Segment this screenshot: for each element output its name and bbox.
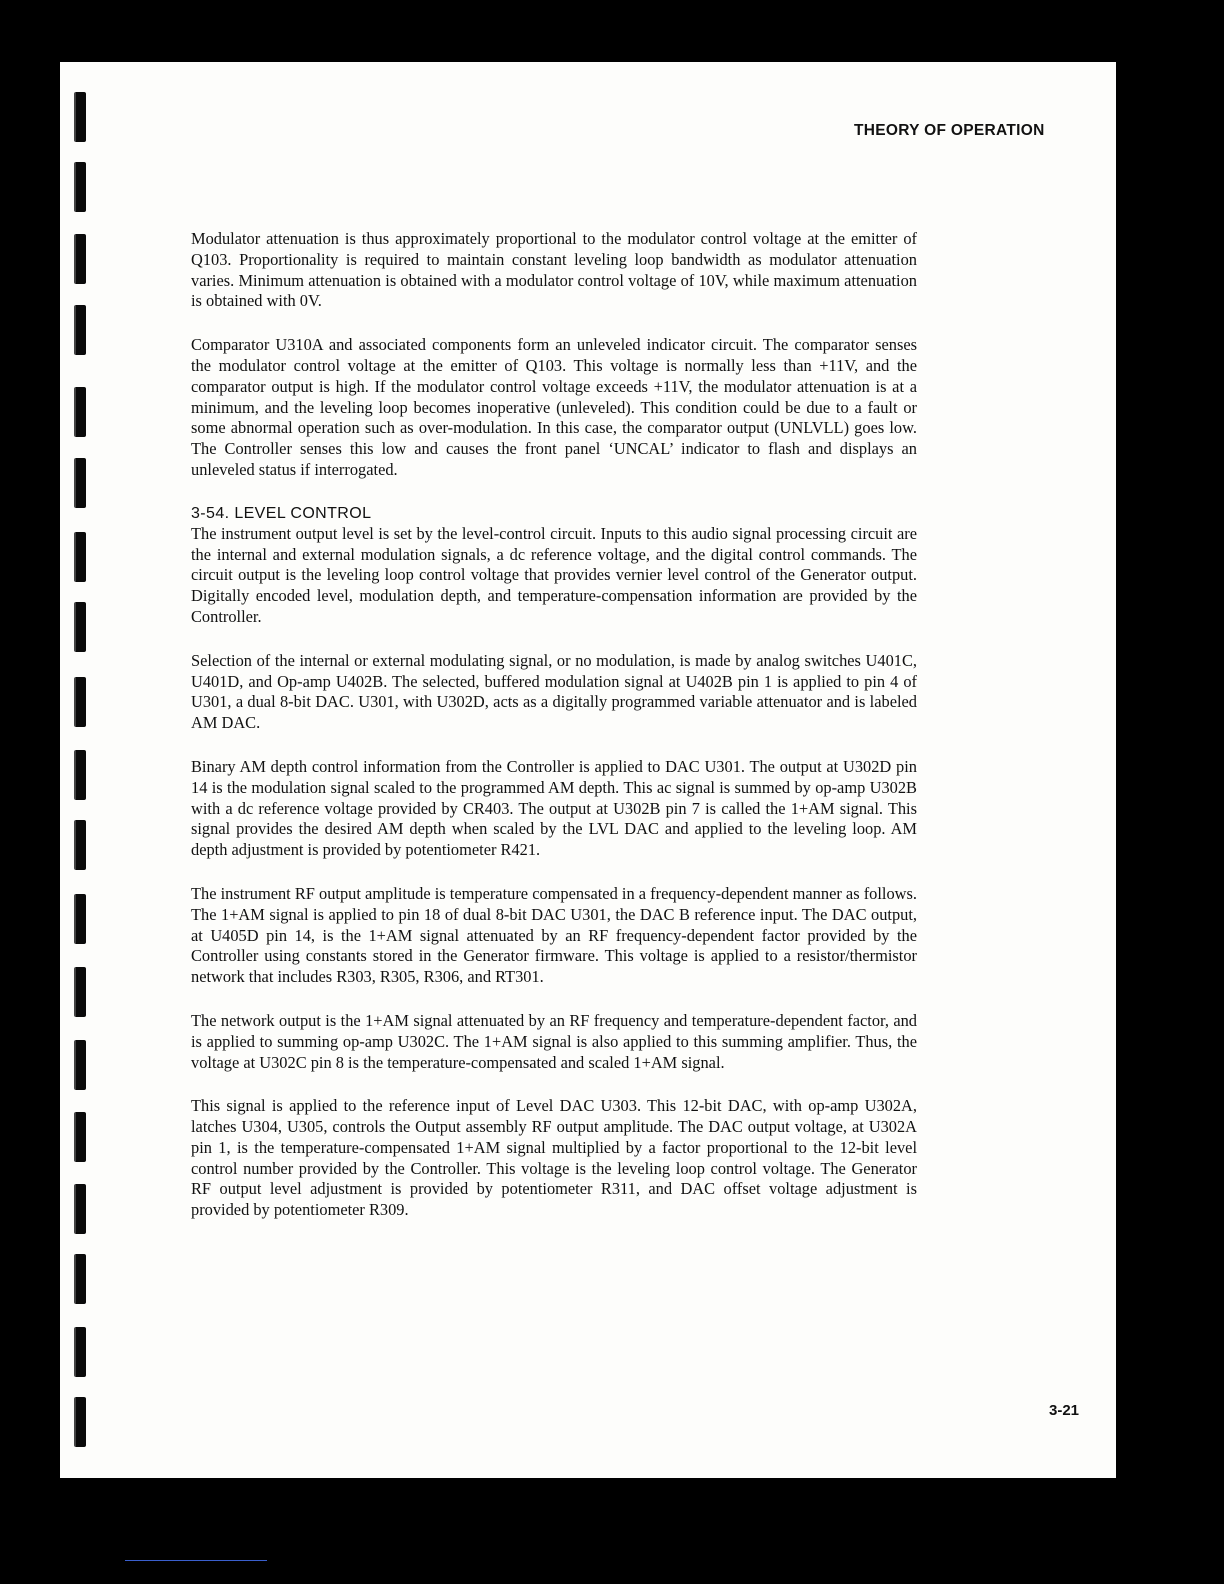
paragraph-modulation-selection: Selection of the internal or external modulating signal, or no modulation, is made by analog switches U401C, U401D, and Op-amp U402B. The selected, buffered modulation signal at U402B pin 1 is applied to pin 4 of U301, a dual 8-bit DAC. U301, with U302D, acts as a digitally programmed variable attenuator and is labeled AM DAC.	[191, 650, 917, 733]
binding-hole	[74, 967, 86, 1017]
paragraph-level-dac: This signal is applied to the reference input of Level DAC U303. This 12-bit DAC, with op-amp U302A, latches U304, U305, controls the Output assembly RF output amplitude. The DAC output voltage, at U302A pin 1, is the temperature-compensated 1+AM signal multiplied by a factor proportional to the 12-bit level control number provided by the Controller. This voltage is the leveling loop control voltage. The Generator RF output level adjustment is provided by potentiometer R311, and DAC offset voltage adjustment is provided by potentiometer R309.	[191, 1096, 917, 1220]
binding-hole	[74, 305, 86, 355]
binding-hole	[74, 1184, 86, 1234]
binding-hole	[74, 1254, 86, 1304]
page-number: 3-21	[1049, 1402, 1080, 1419]
paragraph-network-output: The network output is the 1+AM signal attenuated by an RF frequency and temperature-dependent factor, and is applied to summing op-amp U302C. The 1+AM signal is also applied to this summing amplifier. Thus, the voltage at U302C pin 8 is the temperature-compensated and scaled 1+AM signal.	[191, 1010, 917, 1072]
paragraph-temperature-compensation: The instrument RF output amplitude is temperature compensated in a frequency-dependent manner as follows. The 1+AM signal is applied to pin 18 of dual 8-bit DAC U301, the DAC B reference input. The DAC output, at U405D pin 14, is the 1+AM signal attenuated by an RF frequency-dependent factor provided by the Controller using constants stored in the Generator firmware. This voltage is applied to a resistor/thermistor network that includes R303, R305, R306, and RT301.	[191, 883, 917, 987]
binding-hole	[74, 677, 86, 727]
document-page	[60, 62, 1116, 1478]
paragraph-modulator-attenuation: Modulator attenuation is thus approximately proportional to the modulator control voltage at the emitter of Q103. Proportionality is required to maintain constant leveling loop bandwidth as modulator attenuation varies. Minimum attenuation is obtained with a modulator control voltage of 10V, while maximum attenuation is obtained with 0V.	[191, 229, 917, 311]
binding-hole	[74, 234, 86, 284]
binding-hole	[74, 820, 86, 870]
binding-hole	[74, 750, 86, 800]
paragraph-comparator: Comparator U310A and associated components form an unleveled indicator circuit. The comparator senses the modulator control voltage at the emitter of Q103. This voltage is normally less than +11V, and the comparator output is high. If the modulator control voltage exceeds +11V, the modulator attenuation is at a minimum, and the leveling loop becomes inoperative (unleveled). This condition could be due to a fault or some abnormal operation such as over-modulation. In this case, the comparator output (UNLVLL) goes low. The Controller senses this low and causes the front panel ‘UNCAL’ indicator to flash and displays an unleveled status if interrogated.	[191, 335, 917, 479]
binding-hole	[74, 894, 86, 944]
binding-hole	[74, 1040, 86, 1090]
page-body	[191, 229, 917, 1244]
binding-hole	[74, 602, 86, 652]
binding-hole	[74, 1327, 86, 1377]
binding-hole	[74, 458, 86, 508]
section-heading: 3-54. LEVEL CONTROL	[191, 504, 372, 522]
binding-hole	[74, 162, 86, 212]
page-header: THEORY OF OPERATION	[854, 122, 1045, 139]
binding-hole	[74, 1112, 86, 1162]
binding-hole	[74, 92, 86, 142]
paragraph-am-depth: Binary AM depth control information from the Controller is applied to DAC U301. The output at U302D pin 14 is the modulation signal scaled to the programmed AM depth. This ac signal is summed by op-amp U302B with a dc reference voltage provided by CR403. The output at U302B pin 7 is called the 1+AM signal. This signal provides the desired AM depth when scaled by the LVL DAC and applied to the leveling loop. AM depth adjustment is provided by potentiometer R421.	[191, 756, 917, 860]
scan-edge-line	[125, 1560, 267, 1561]
binding-hole	[74, 387, 86, 437]
binding-holes	[66, 62, 110, 1478]
paragraph-level-control: The instrument output level is set by the level-control circuit. Inputs to this audio signal processing circuit are the internal and external modulation signals, a dc reference voltage, and the digital control commands. The circuit output is the leveling loop control voltage that provides vernier level control of the Generator output. Digitally encoded level, modulation depth, and temperature-compensation information are provided by the Controller.	[191, 523, 917, 626]
binding-hole	[74, 532, 86, 582]
binding-hole	[74, 1397, 86, 1447]
